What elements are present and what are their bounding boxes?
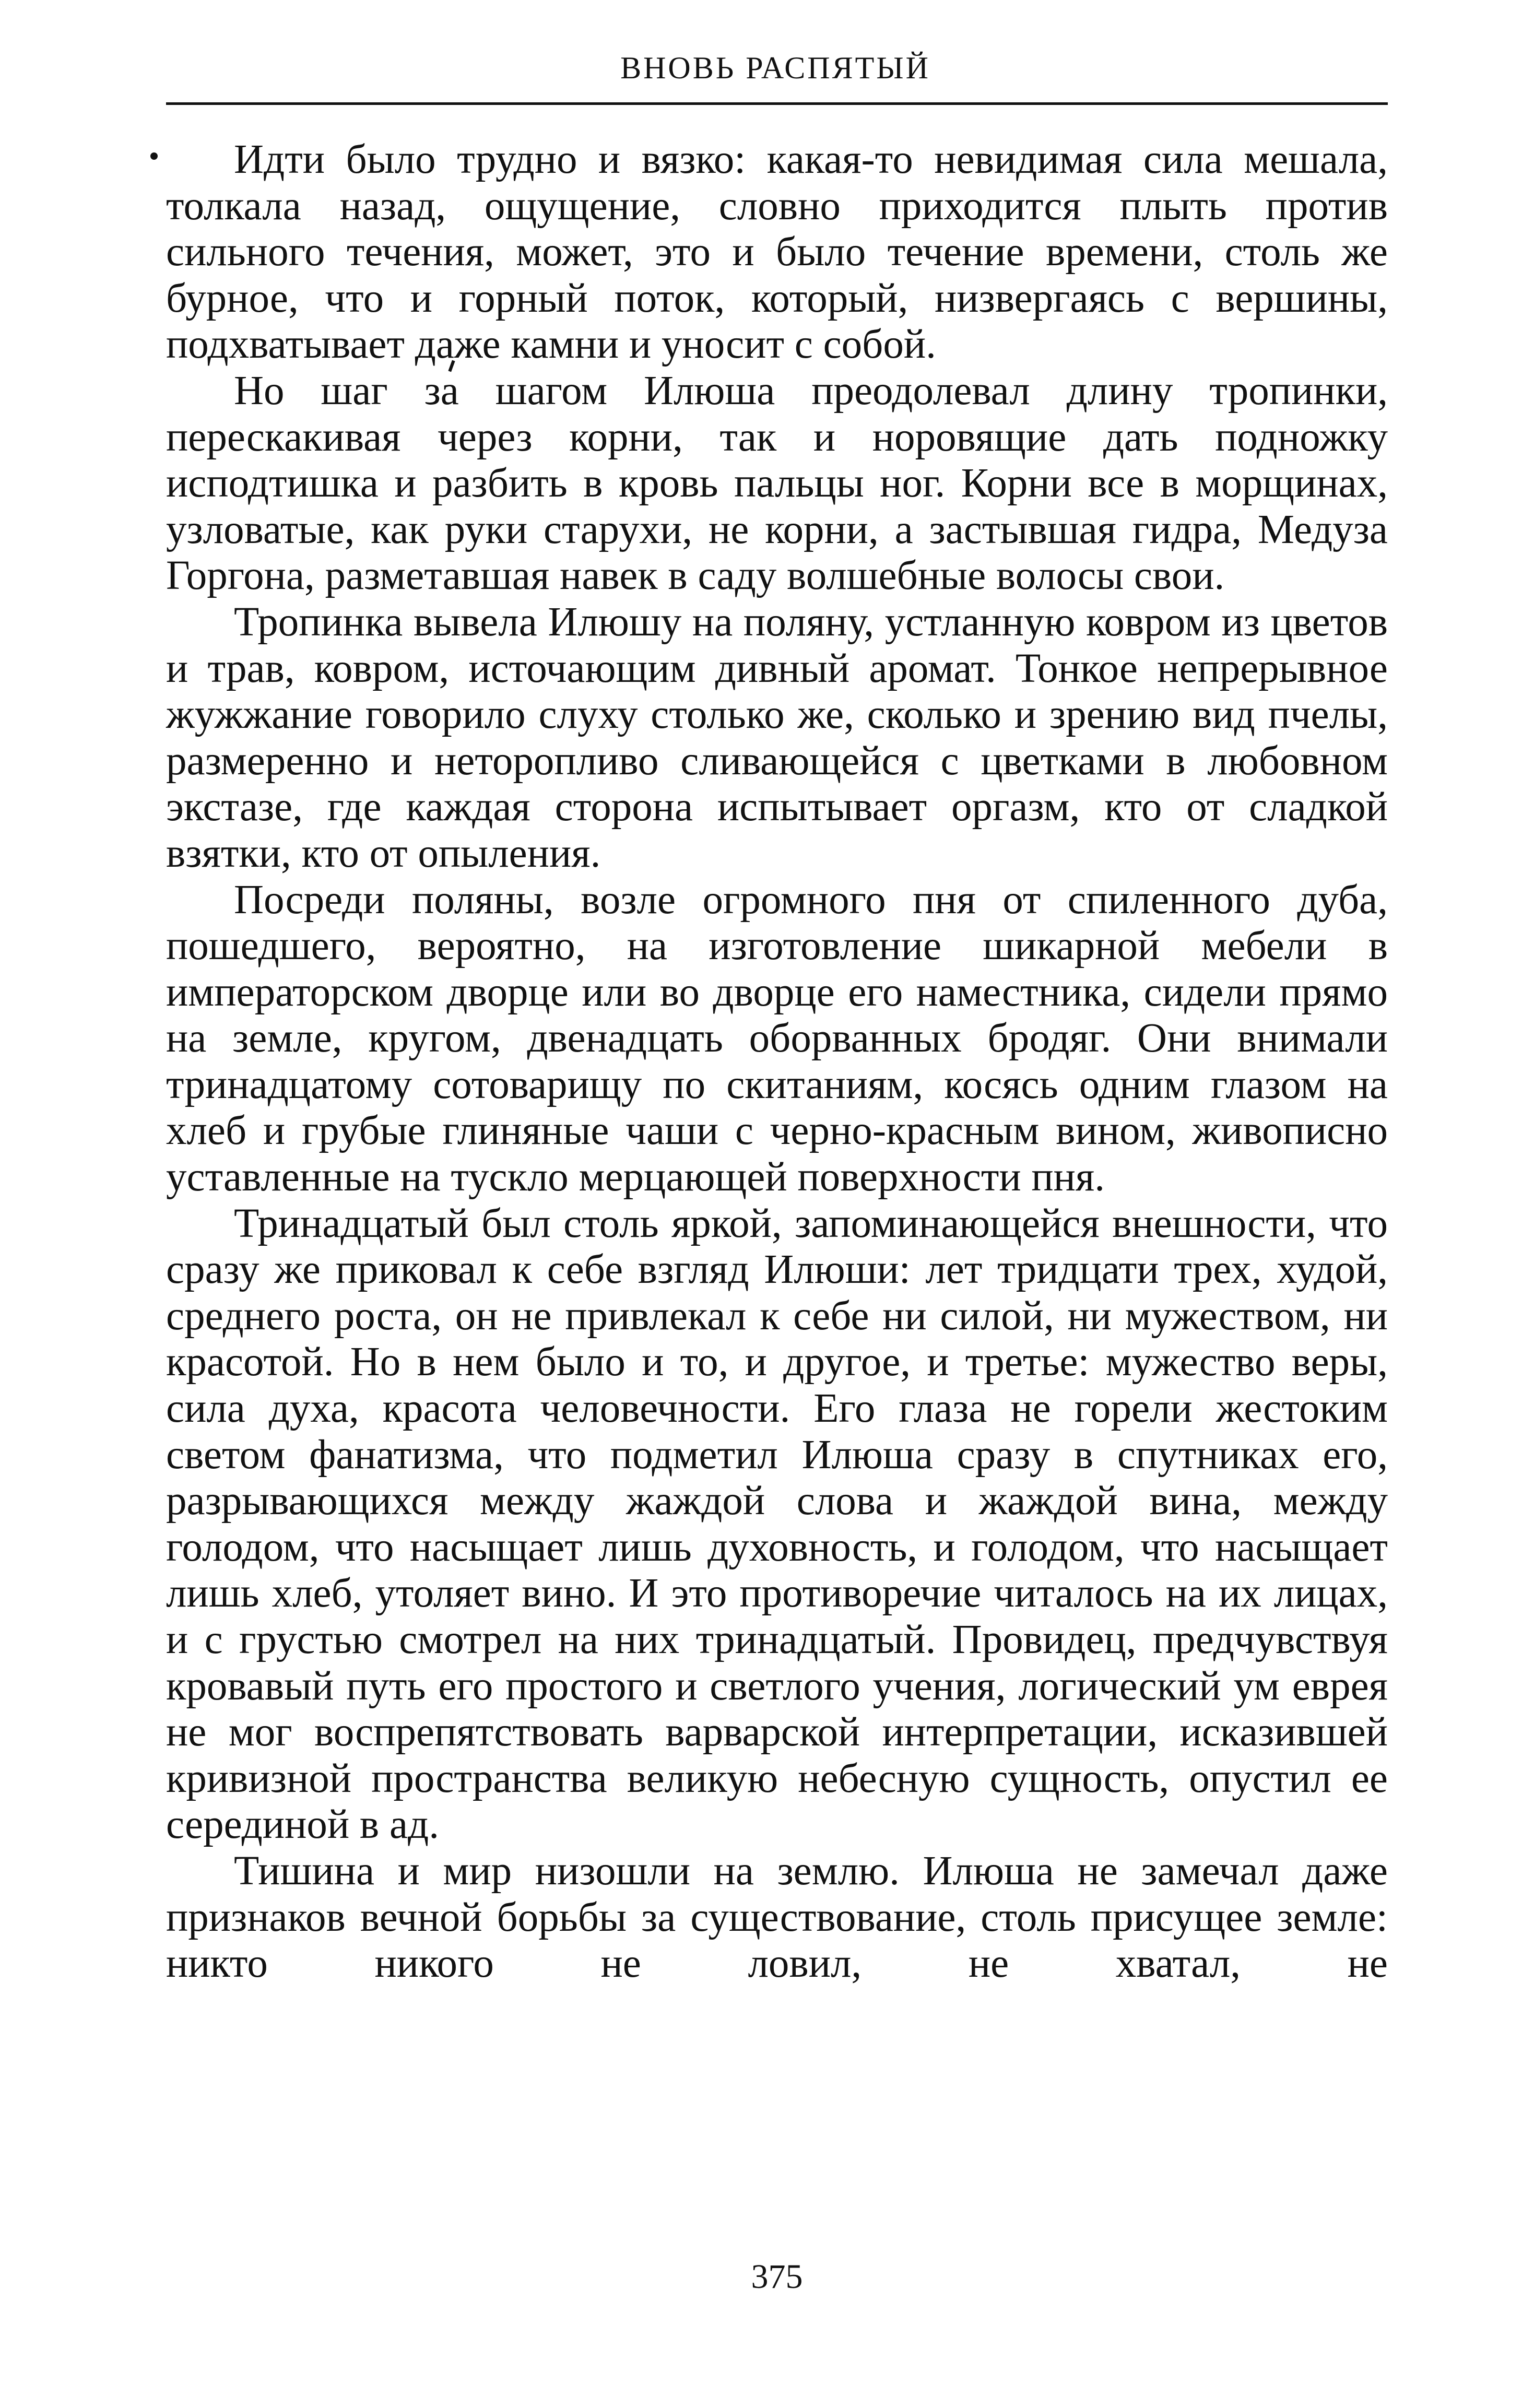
- paragraph-5: Тринадцатый был столь яркой, запоминающейся внешности, что сразу же приковал к себе взгляд Илюши: лет тридцати трех, худой, среднего роста, он не привлекал к себе ни силой, ни мужеством, ни красотой. Но в нем было и то, и другое, и третье: мужество веры, сила духа, красота человечности. Его глаза не горели жестоким светом фанатизма, что подметил Илюша сразу в спутниках его, разрывающихся между жаждой слова и жаждой вина, между голодом, что насыщает лишь духовность, и голодом, что насыщает лишь хлеб, утоляет вино. И это противоречие читалось на их лицах, и с грустью смотрел на них тринадцатый. Провидец, предчувствуя кровавый путь его простого и светлого учения, логический ум еврея не мог воспрепятствовать варварской интерпретации, исказившей кривизной пространства великую небесную сущность, опустил ее серединой в ад.: [166, 1200, 1388, 1848]
- margin-dot-mark: [150, 152, 158, 160]
- paragraph-3: Тропинка вывела Илюшу на поляну, устланную ковром из цветов и трав, ковром, источающим дивный аромат. Тонкое непрерывное жужжание говорило слуху столько же, сколько и зрению вид пчелы, размеренно и неторопливо сливающейся с цветками в любовном экстазе, где каждая сторона испытывает оргазм, кто от сладкой взятки, кто от опыления.: [166, 599, 1388, 876]
- body-text: [166, 137, 1388, 1987]
- page-number: 375: [751, 2258, 803, 2296]
- paragraph-6: Тишина и мир низошли на землю. Илюша не замечал даже признаков вечной борьбы за существование, столь присущее земле: никто никого не ловил, не хватал, не: [166, 1848, 1388, 1987]
- paragraph-2: Но шаг за шагом Илюша преодолевал длину тропинки, перескакивая через корни, так и норовящие дать подножку исподтишка и разбить в кровь пальцы ног. Корни все в морщинах, узловатые, как руки старухи, не корни, а застывшая гидра, Медуза Горгона, разметавшая навек в саду волшебные волосы свои.: [166, 368, 1388, 599]
- paragraph-4: Посреди поляны, возле огромного пня от спиленного дуба, пошедшего, вероятно, на изготовление шикарной мебели в императорском дворце или во дворце его наместника, сидели прямо на земле, кругом, двенадцать оборванных бродяг. Они внимали тринадцатому сотоварищу по скитаниям, косясь одним глазом на хлеб и грубые глиняные чаши с черно-красным вином, живописно уставленные на тускло мерцающей поверхности пня.: [166, 877, 1388, 1200]
- running-head: ВНОВЬ РАСПЯТЫЙ: [620, 51, 930, 85]
- paragraph-1: Идти было трудно и вязко: какая-то невидимая сила мешала, толкала назад, ощущение, словно приходится плыть против сильного течения, может, это и было течение времени, столь же бурное, что и горный поток, который, низвергаясь с вершины, подхватывает даже камни и уносит с собой.: [166, 137, 1388, 368]
- header-rule: [166, 102, 1388, 105]
